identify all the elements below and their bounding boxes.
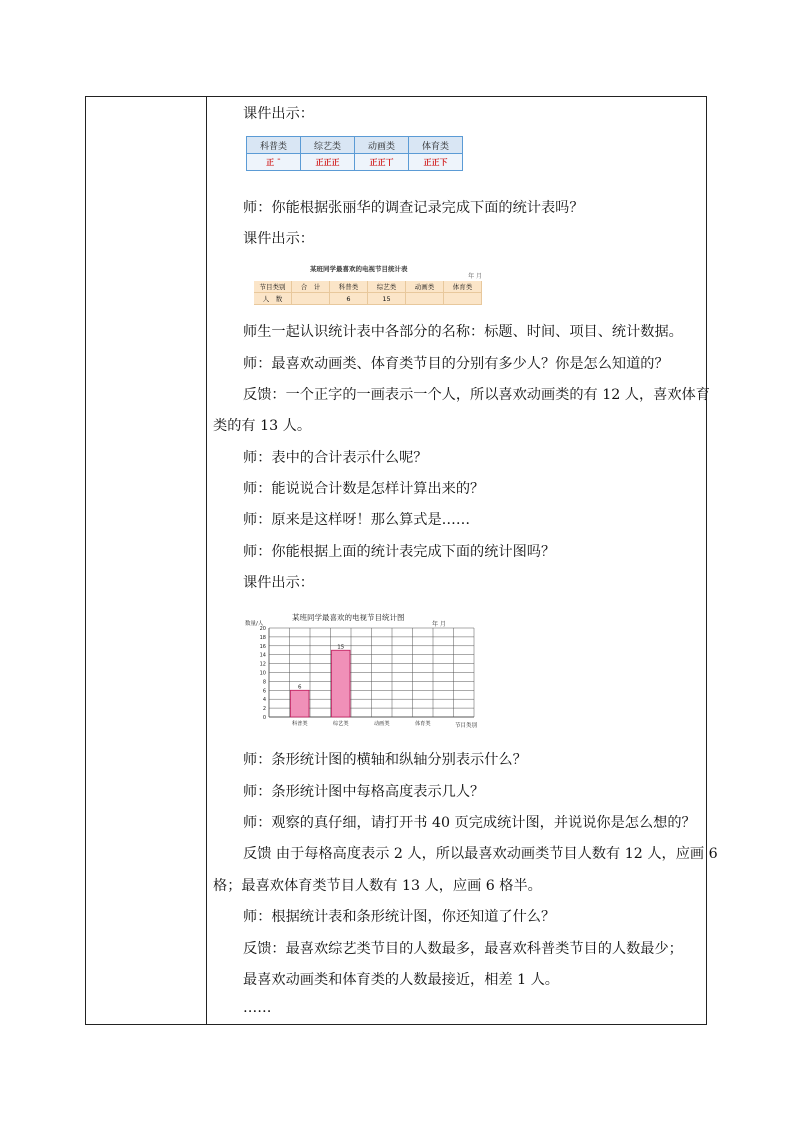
text-line: 师：能说说合计数是怎样计算出来的？ [243,481,485,497]
bar-chart [242,610,492,732]
text-line: …… [243,1000,272,1016]
column-divider [206,96,207,1025]
y-tick-label: 6 [262,688,266,695]
y-tick-label: 10 [259,670,266,677]
x-tick-label: 综艺类 [332,721,349,727]
text-line: 最喜欢动画类和体育类的人数最接近，相差 1 人。 [243,972,559,988]
stat-cell: 动画类 [406,281,444,293]
stat-cell: 人 数 [254,293,292,305]
stat-cell: 6 [330,293,368,305]
chart-date: 年 月 [432,621,446,628]
y-tick-label: 12 [259,661,266,668]
text-line: 师：表中的合计表示什么呢？ [243,450,428,466]
tally-marks: 正 ˉ [247,154,301,171]
text-line: 课件出示： [243,231,314,247]
chart-xlabel: 节目类别 [455,723,478,729]
statistics-table-image [254,263,482,307]
text-line: 师：根据统计表和条形统计图，你还知道了什么？ [243,909,556,925]
text-line: 师：观察的真仔细，请打开书 40 页完成统计图，并说说你是怎么想的？ [243,815,696,831]
text-line: 师：最喜欢动画类、体育类节目的分别有多少人？你是怎么知道的？ [243,356,669,372]
x-tick-label: 科普类 [291,721,308,727]
bar-value-label: 6 [298,684,302,691]
tally-record-table [246,136,463,171]
tally-marks: 正正下 [409,154,463,171]
text-line: 师：你能根据上面的统计表完成下面的统计图吗？ [243,544,556,560]
bar-value-label: 15 [337,644,345,651]
text-line: 师：原来是这样呀！那么算式是…… [243,512,471,528]
text-line: 反馈 由于每格高度表示 2 人，所以最喜欢动画类节目人数有 12 人，应画 6 [243,846,718,862]
stat-table-date: 年 月 [468,273,482,280]
y-tick-label: 16 [259,643,266,650]
text-line: 师生一起认识统计表中各部分的名称：标题、时间、项目、统计数据。 [243,324,683,340]
text-line: 课件出示： [243,575,314,591]
text-line: 反馈：一个正字的一画表示一个人，所以喜欢动画类的有 12 人，喜欢体育 [243,387,710,403]
y-tick-label: 18 [259,634,266,641]
y-tick-label: 2 [262,706,266,713]
y-tick-label: 0 [262,715,266,721]
x-tick-label: 动画类 [373,721,390,727]
text-line: 师：条形统计图中每格高度表示几人？ [243,784,485,800]
y-tick-label: 8 [262,679,266,686]
stat-cell: 体育类 [444,281,482,293]
stat-cell: 节目类别 [254,281,292,293]
y-tick-label: 20 [259,626,266,632]
stat-cell: 综艺类 [368,281,406,293]
stat-cell [406,293,444,305]
text-line: 格；最喜欢体育类节目人数有 13 人，应画 6 格半。 [213,878,542,894]
tally-marks: 正正正 [301,154,355,171]
stat-table-title: 某班同学最喜欢的电视节目统计表 [310,265,408,273]
tally-header: 体育类 [409,137,463,154]
text-line: 类的有 13 人。 [213,418,312,434]
x-tick-label: 体育类 [414,721,431,727]
tally-header: 动画类 [355,137,409,154]
stat-cell [292,293,330,305]
text-line: 师：你能根据张丽华的调查记录完成下面的统计表吗？ [243,200,584,216]
bar [291,690,310,717]
tally-header: 综艺类 [301,137,355,154]
text-line: 反馈：最喜欢综艺类节目的人数最多，最喜欢科普类节目的人数最少； [243,941,683,957]
tally-header: 科普类 [247,137,301,154]
chart-title: 某班同学最喜欢的电视节目统计图 [292,613,405,622]
text-line: 课件出示： [243,106,314,122]
tally-marks: 正正丅 [355,154,409,171]
stat-cell: 科普类 [330,281,368,293]
stat-cell [444,293,482,305]
bar [332,650,351,717]
y-tick-label: 14 [259,652,266,659]
y-tick-label: 4 [262,697,266,704]
stat-cell: 合 计 [292,281,330,293]
chart-ylabel: 数量/人 [245,621,264,627]
stat-cell: 15 [368,293,406,305]
text-line: 师：条形统计图的横轴和纵轴分别表示什么？ [243,752,527,768]
